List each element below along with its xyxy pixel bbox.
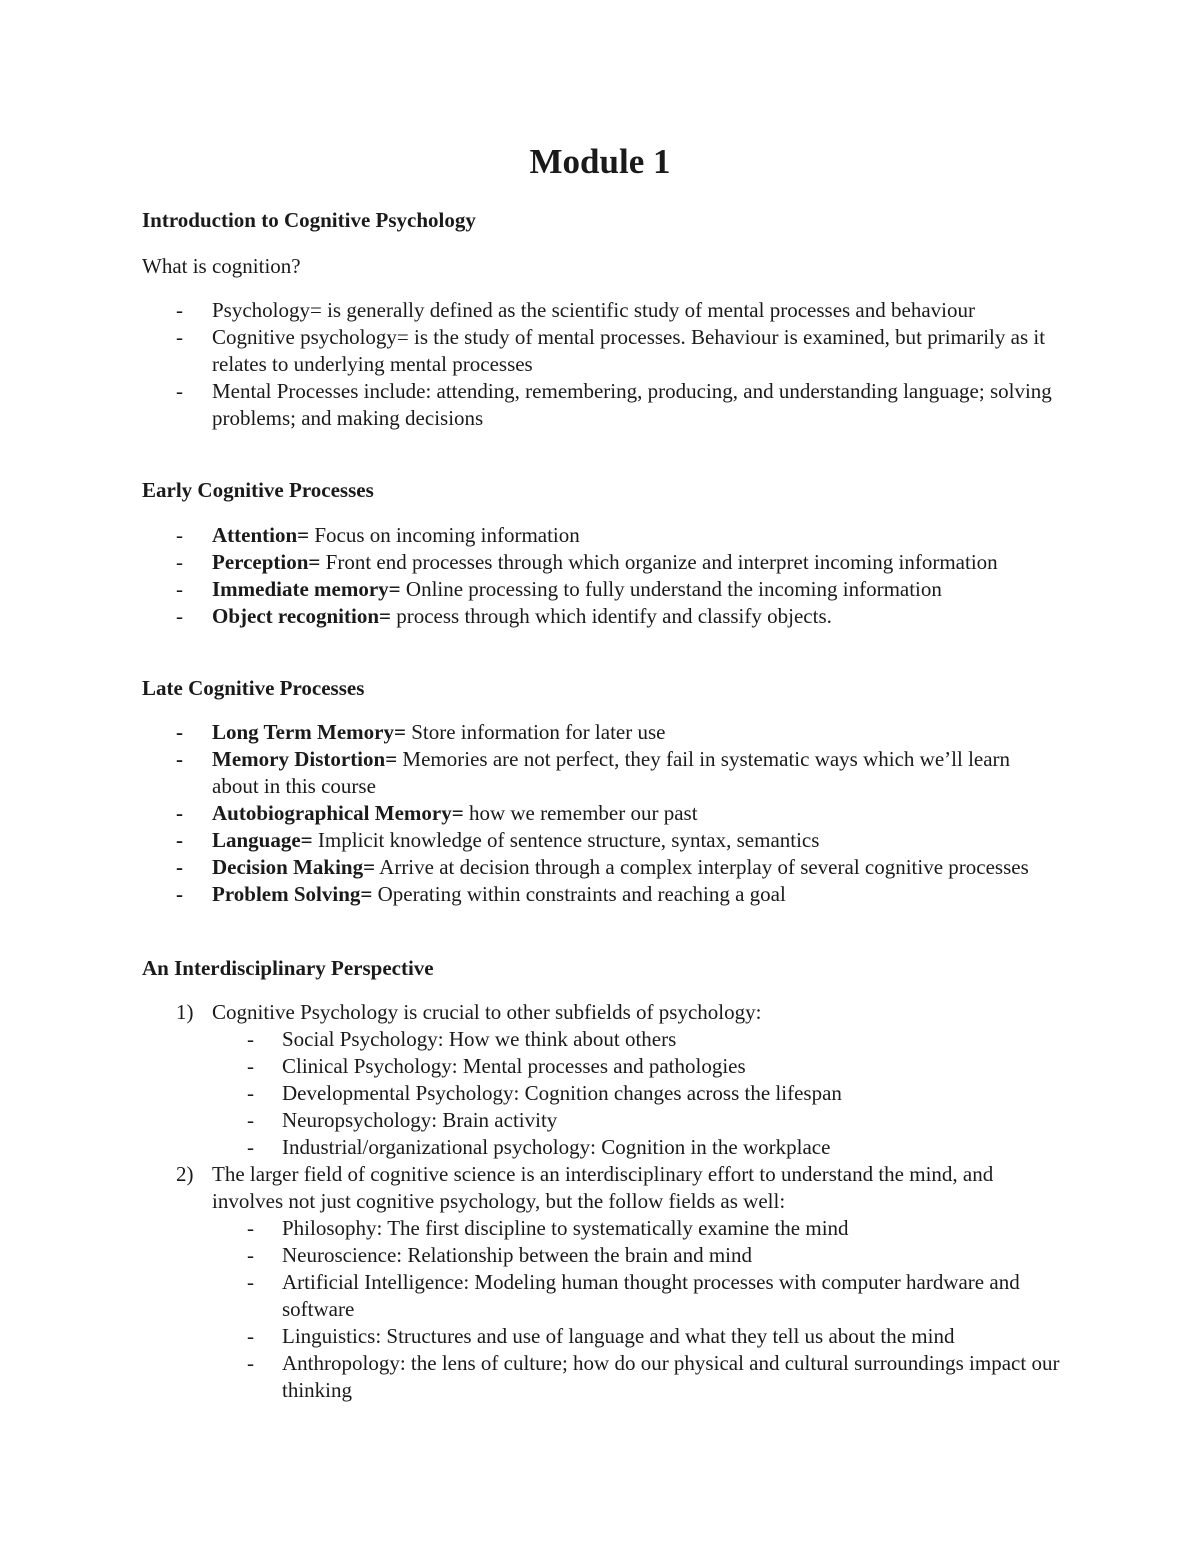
dash-marker: - <box>176 828 183 852</box>
list-item: - Language= Implicit knowledge of sentence structure, syntax, semantics <box>176 828 820 852</box>
dash-marker: - <box>176 855 183 879</box>
page-title: Module 1 <box>529 142 671 181</box>
dash-marker: - <box>247 1216 254 1240</box>
dash-marker: - <box>247 1027 254 1051</box>
dash-marker: - <box>247 1108 254 1132</box>
dash-marker: - <box>247 1270 254 1294</box>
interdisciplinary-heading: An Interdisciplinary Perspective <box>142 956 434 980</box>
dash-marker: - <box>176 379 183 403</box>
dash-marker: - <box>176 882 183 906</box>
intro-heading: Introduction to Cognitive Psychology <box>142 208 476 232</box>
number-marker: 2) <box>176 1162 194 1186</box>
numbered-item: 2) The larger field of cognitive science is an interdisciplinary effort to understand the mind, and involves not just cognitive psychology, but the follow fields as well: <box>176 1162 994 1213</box>
dash-marker: - <box>176 550 183 574</box>
sub-list-item: - Neuropsychology: Brain activity <box>247 1108 558 1132</box>
dash-marker: - <box>247 1324 254 1348</box>
list-item: - Mental Processes include: attending, remembering, producing, and understanding language; solving problems; and making decisions <box>176 379 1052 430</box>
list-item: - Memory Distortion= Memories are not perfect, they fail in systematic ways which we’ll learn about in this course <box>176 747 1011 798</box>
dash-marker: - <box>176 298 183 322</box>
dash-marker: - <box>247 1243 254 1267</box>
numbered-item: 1) Cognitive Psychology is crucial to other subfields of psychology: <box>176 1000 762 1024</box>
list-item: - Object recognition= process through which identify and classify objects. <box>176 604 832 628</box>
dash-marker: - <box>247 1054 254 1078</box>
list-item: - Decision Making= Arrive at decision through a complex interplay of several cognitive processes <box>176 855 1029 879</box>
intro-question: What is cognition? <box>142 254 301 278</box>
intro-list <box>0 297 1060 432</box>
dash-marker: - <box>247 1351 254 1375</box>
early-list <box>0 522 1060 630</box>
list-item: - Perception= Front end processes through which organize and interpret incoming information <box>176 550 998 574</box>
dash-marker: - <box>176 720 183 744</box>
dash-marker: - <box>176 747 183 771</box>
interdisciplinary-list <box>0 999 1060 1404</box>
sub-list-item: - Artificial Intelligence: Modeling human thought processes with computer hardware and software <box>247 1270 1020 1321</box>
early-heading: Early Cognitive Processes <box>142 478 374 502</box>
number-marker: 1) <box>176 1000 194 1024</box>
dash-marker: - <box>247 1135 254 1159</box>
dash-marker: - <box>176 325 183 349</box>
list-item: - Long Term Memory= Store information for later use <box>176 720 666 744</box>
dash-marker: - <box>176 577 183 601</box>
dash-marker: - <box>176 604 183 628</box>
sub-list-item: - Philosophy: The first discipline to systematically examine the mind <box>247 1216 849 1240</box>
dash-marker: - <box>247 1081 254 1105</box>
list-item: - Immediate memory= Online processing to fully understand the incoming information <box>176 577 942 601</box>
list-item: - Autobiographical Memory= how we remember our past <box>176 801 698 825</box>
sub-list-item: - Anthropology: the lens of culture; how do our physical and cultural surroundings impact our thinking <box>247 1351 1060 1402</box>
dash-marker: - <box>176 801 183 825</box>
sub-list-item: - Industrial/organizational psychology: Cognition in the workplace <box>247 1135 831 1159</box>
sub-list-item: - Developmental Psychology: Cognition changes across the lifespan <box>247 1081 842 1105</box>
list-item: - Problem Solving= Operating within constraints and reaching a goal <box>176 882 786 906</box>
dash-marker: - <box>176 523 183 547</box>
list-item: - Cognitive psychology= is the study of mental processes. Behaviour is examined, but primarily as it relates to underlying mental processes <box>176 325 1046 376</box>
sub-list-item: - Social Psychology: How we think about others <box>247 1027 677 1051</box>
sub-list-item: - Neuroscience: Relationship between the brain and mind <box>247 1243 753 1267</box>
late-list <box>0 719 1060 908</box>
sub-list-item: - Clinical Psychology: Mental processes and pathologies <box>247 1054 746 1078</box>
list-item: - Psychology= is generally defined as the scientific study of mental processes and behaviour <box>176 298 975 322</box>
late-heading: Late Cognitive Processes <box>142 676 365 700</box>
sub-list-item: - Linguistics: Structures and use of language and what they tell us about the mind <box>247 1324 955 1348</box>
list-item: - Attention= Focus on incoming information <box>176 523 580 547</box>
